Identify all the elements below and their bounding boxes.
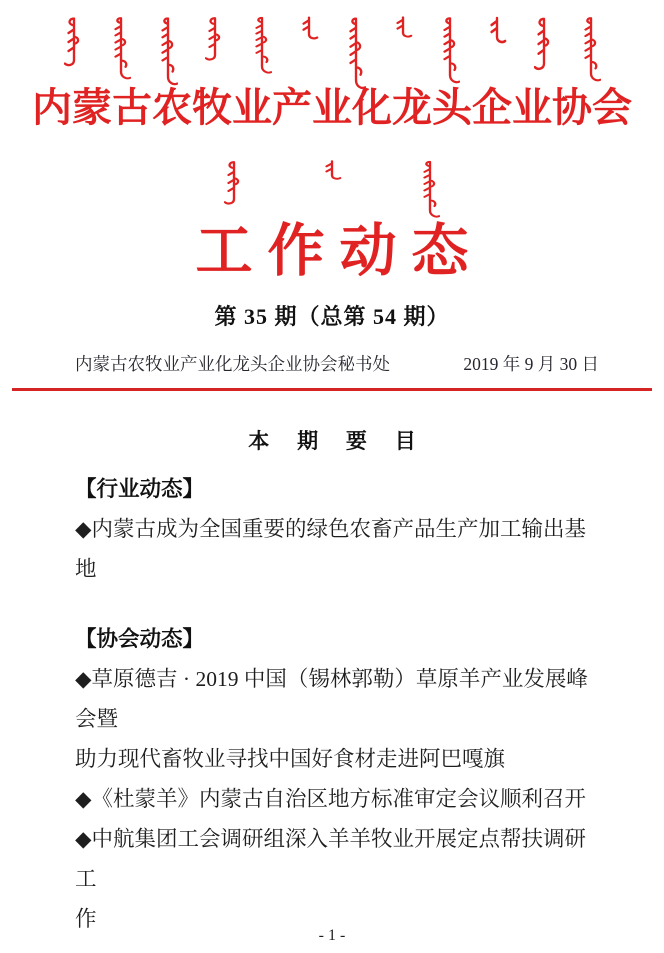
mongolian-glyph-icon [487, 15, 507, 45]
toc-item-line: ◆内蒙古成为全国重要的绿色农畜产品生产加工输出基地 [75, 517, 587, 581]
mongolian-glyph-icon [534, 15, 554, 73]
toc-item-line: ◆《杜蒙羊》内蒙古自治区地方标准审定会议顺利召开 [75, 787, 587, 811]
toc-item-line: 助力现代畜牧业寻找中国好食材走进阿巴嘎旗 [75, 747, 506, 771]
toc-item-line: ◆草原德吉 · 2019 中国（锡林郭勒）草原羊产业发展峰会暨 [75, 667, 588, 731]
mongolian-glyph-icon [205, 15, 225, 63]
mongolian-glyph-icon [64, 15, 84, 69]
mongolian-glyph-icon [224, 159, 244, 207]
mongolian-script-subtitle [0, 159, 664, 219]
mongolian-script-banner [0, 0, 664, 85]
mongolian-glyph-icon [322, 159, 342, 181]
red-divider-rule [12, 388, 652, 391]
mongolian-glyph-icon [111, 15, 131, 81]
mongolian-glyph-icon [346, 15, 366, 91]
mongolian-glyph-icon [440, 15, 460, 85]
toc-title: 本 期 要 目 [248, 430, 427, 453]
toc-sections [0, 469, 664, 939]
toc-section [75, 619, 606, 939]
mongolian-glyph-icon [158, 15, 178, 87]
issue-line: 第 35 期（总第 54 期） [214, 304, 450, 329]
org-name-title: 内蒙古农牧业产业化龙头企业协会 [32, 85, 632, 130]
journal-title: 工作动态 [195, 220, 484, 283]
mongolian-glyph-icon [299, 15, 319, 41]
toc-section-heading: 【行业动态】 [75, 477, 205, 501]
toc-item-line: 作 [75, 907, 97, 931]
toc-section-heading: 【协会动态】 [75, 627, 205, 651]
publisher-line [0, 351, 664, 376]
mongolian-glyph-icon [420, 159, 440, 219]
toc-section [75, 469, 606, 589]
mongolian-glyph-icon [393, 15, 413, 39]
publisher-name: 内蒙古农牧业产业化龙头企业协会秘书处 [75, 354, 390, 374]
publish-date: 2019 年 9 月 30 日 [463, 354, 599, 374]
mongolian-glyph-icon [252, 15, 272, 75]
toc-item-line: ◆中航集团工会调研组深入羊羊牧业开展定点帮扶调研工 [75, 827, 587, 891]
mongolian-glyph-icon [581, 15, 601, 83]
page-number: - 1 - [318, 927, 346, 944]
